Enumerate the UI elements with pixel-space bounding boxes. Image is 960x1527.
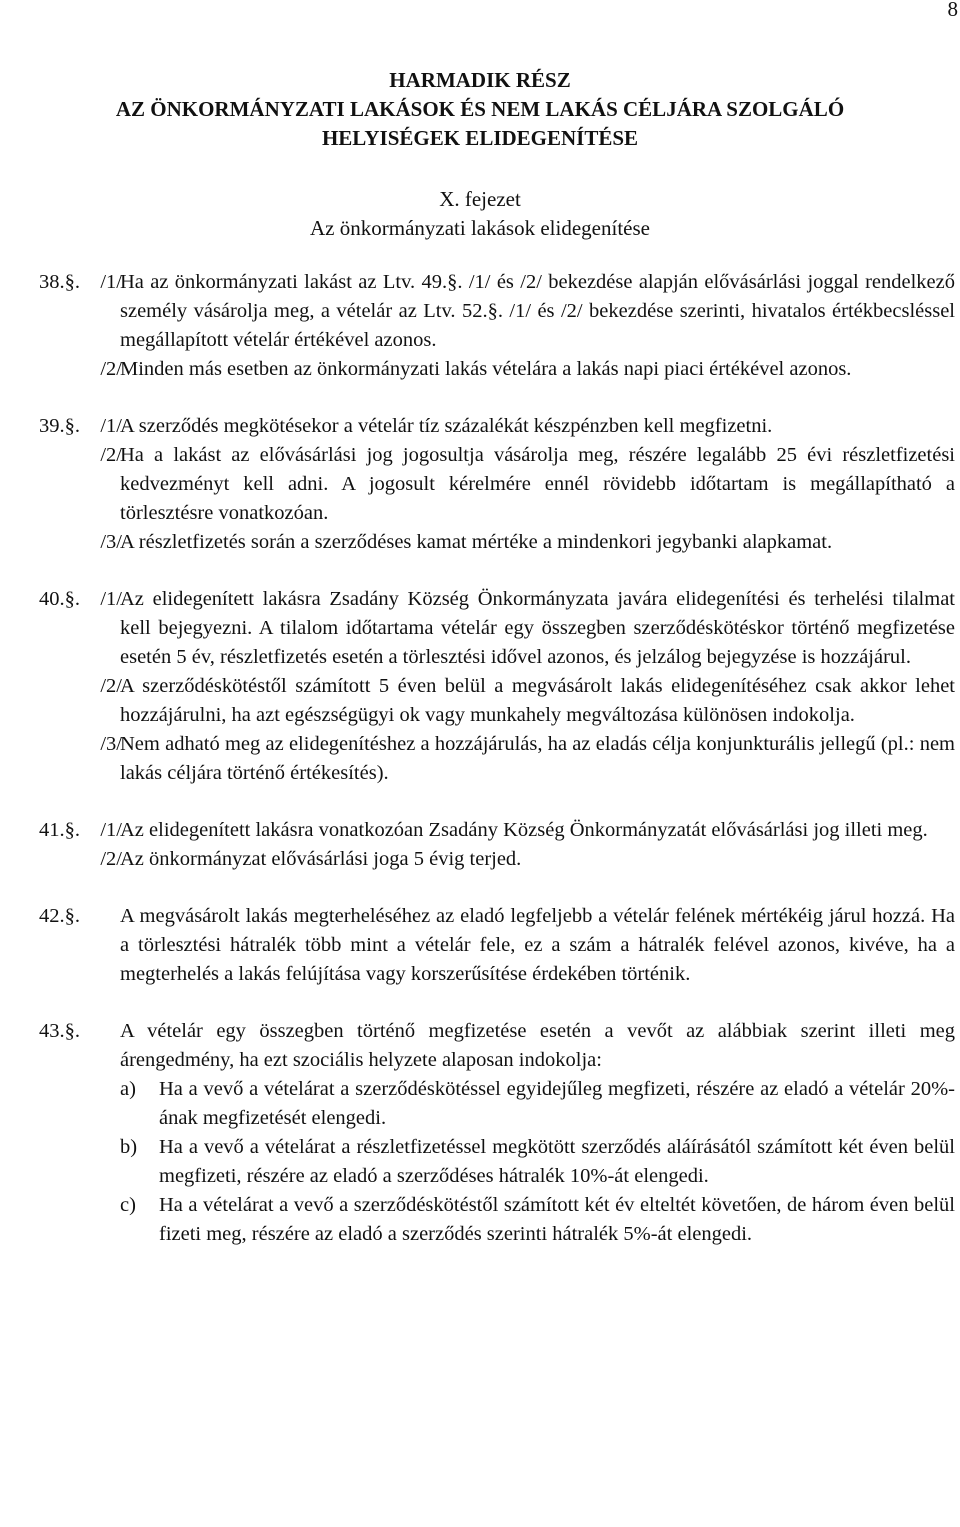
paragraph-text: Ha az önkormányzati lakást az Ltv. 49.§. /1/ és /2/ bekezdése alapján elővásárlási joggal rendelkező személy vásárolja meg, a vételár az Ltv. 52.§. /1/ és /2/ bekezdése szerinti, hivatalos értékbecsléssel megállapított vételár értékével azonos. <box>120 271 955 351</box>
paragraph <box>39 730 955 788</box>
paragraph <box>39 845 955 874</box>
section-38 <box>39 268 955 384</box>
paragraph <box>39 672 955 730</box>
paragraph-text: Az önkormányzat elővásárlási joga 5 évig terjed. <box>120 848 522 870</box>
paragraph <box>39 355 955 384</box>
paragraph <box>39 441 955 528</box>
paragraph-label: /1/ <box>100 271 122 293</box>
paragraph-text: A szerződéskötéstől számított 5 éven belül a megvásárolt lakás elidegenítéséhez csak akkor lehet hozzájárulni, ha azt egészségügyi ok vagy munkahely megváltozása különösen indokolja. <box>120 675 955 726</box>
section-number: 43.§. <box>39 1020 80 1042</box>
page-number: 8 <box>947 0 958 21</box>
list-item-label: c) <box>120 1194 136 1216</box>
section-41 <box>39 816 955 874</box>
part-subtitle-line-2: HELYISÉGEK ELIDEGENÍTÉSE <box>321 126 639 150</box>
list-item <box>120 1133 955 1191</box>
paragraph <box>39 816 955 845</box>
paragraph-text: A szerződés megkötésekor a vételár tíz százalékát készpénzben kell megfizetni. <box>120 415 773 437</box>
paragraph-label: /1/ <box>100 415 122 437</box>
paragraph <box>39 268 955 355</box>
section-number: 40.§. <box>39 588 80 610</box>
paragraph <box>39 1017 955 1075</box>
section-number: 38.§. <box>39 271 80 293</box>
part-subtitle-line-1: AZ ÖNKORMÁNYZATI LAKÁSOK ÉS NEM LAKÁS CÉLJÁRA SZOLGÁLÓ <box>115 97 845 121</box>
list-item-text: Ha a vételárat a vevő a szerződéskötéstől számított két év elteltét követően, de három éven belül fizeti meg, részére az eladó a szerződés szerinti hátralék 5%-át elengedi. <box>159 1194 955 1245</box>
paragraph-text: Az elidegenített lakásra vonatkozóan Zsadány Község Önkormányzatát elővásárlási jog illeti meg. <box>120 819 928 841</box>
section-number: 41.§. <box>39 819 80 841</box>
paragraph-label: /3/ <box>100 733 122 755</box>
section-42 <box>39 902 955 989</box>
paragraph-text: A megvásárolt lakás megterheléséhez az eladó legfeljebb a vételár felének mértékéig járul hozzá. Ha a törlesztési hátralék több mint a vételár fele, ez a szám a hátralék felével azonos, kivéve, ha a megterhelés a lakás felújítása vagy korszerűsítése érdekében történik. <box>120 905 955 985</box>
section-43 <box>39 1017 955 1249</box>
paragraph-text: Az elidegenített lakásra Zsadány Község Önkormányzata javára elidegenítési és terhelési tilalmat kell bejegyezni. A tilalom időtartama vételár egy összegben szerződéskötéskor történő megfizetése esetén 5 év, részletfizetés esetén a törlesztési idővel azonos, és jelzálog bejegyzése is hozzájárul. <box>120 588 955 668</box>
paragraph <box>39 412 955 441</box>
chapter-title: Az önkormányzati lakások elidegenítése <box>310 216 650 240</box>
list-item-text: Ha a vevő a vételárat a szerződéskötéssel egyidejűleg megfizeti, részére az eladó a vételár 20%-ának megfizetését elengedi. <box>159 1078 955 1129</box>
paragraph-text: Minden más esetben az önkormányzati lakás vételára a lakás napi piaci értékével azonos. <box>120 358 852 380</box>
paragraph-label: /3/ <box>100 531 122 553</box>
sections <box>39 268 955 1277</box>
paragraph-label: /2/ <box>100 358 122 380</box>
paragraph-label: /2/ <box>100 848 122 870</box>
paragraph-label: /1/ <box>100 588 122 610</box>
title-block <box>0 66 960 243</box>
list-item <box>120 1075 955 1133</box>
section-number: 39.§. <box>39 415 80 437</box>
section-39 <box>39 412 955 557</box>
list-item <box>120 1191 955 1249</box>
paragraph-text: A vételár egy összegben történő megfizetése esetén a vevőt az alábbiak szerint illeti meg árengedmény, ha ezt szociális helyzete alaposan indokolja: <box>120 1020 955 1071</box>
paragraph-text: Nem adható meg az elidegenítéshez a hozzájárulás, ha az eladás célja konjunkturális jellegű (pl.: nem lakás céljára történő értékesítés). <box>120 733 955 784</box>
paragraph-text: Ha a lakást az elővásárlási jog jogosultja vásárolja meg, részére legalább 25 évi részletfizetési kedvezményt kell adni. A jogosult kérelmére ennél rövidebb időtartam is megállapítható a törlesztésre vonatkozóan. <box>120 444 955 524</box>
paragraph-label: /1/ <box>100 819 122 841</box>
paragraph <box>39 585 955 672</box>
list-item-text: Ha a vevő a vételárat a részletfizetéssel megkötött szerződés aláírásától számított két éven belül megfizeti, részére az eladó a szerződéses hátralék 10%-át elengedi. <box>159 1136 955 1187</box>
paragraph-text: A részletfizetés során a szerződéses kamat mértéke a mindenkori jegybanki alapkamat. <box>120 531 833 553</box>
section-40 <box>39 585 955 788</box>
chapter-number: X. fejezet <box>439 187 521 211</box>
paragraph <box>39 902 955 989</box>
paragraph-label: /2/ <box>100 444 122 466</box>
part-title: HARMADIK RÉSZ <box>389 68 571 92</box>
list-item-label: a) <box>120 1078 136 1100</box>
section-number: 42.§. <box>39 905 80 927</box>
list-item-label: b) <box>120 1136 138 1158</box>
paragraph-label: /2/ <box>100 675 122 697</box>
paragraph <box>39 528 955 557</box>
